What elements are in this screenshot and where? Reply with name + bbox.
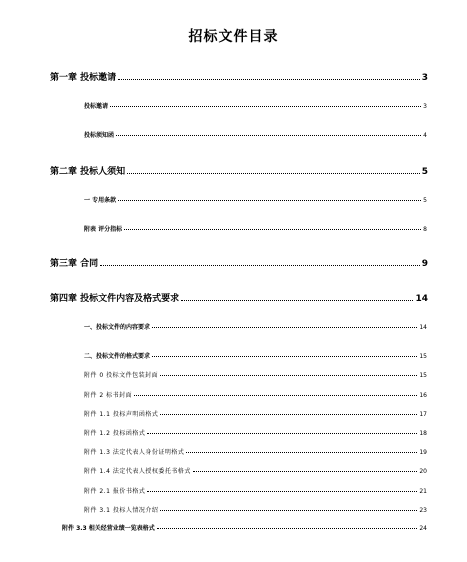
toc-entry[interactable] [84, 486, 427, 495]
toc-entry[interactable] [84, 130, 427, 139]
toc-entry-label: 二、投标文件的格式要求 [84, 353, 151, 360]
toc-entry-page: 20 [419, 468, 427, 475]
toc-entry-chapter-4[interactable] [50, 291, 428, 304]
toc-entry-page: 19 [419, 449, 427, 456]
toc-entry[interactable] [84, 224, 427, 233]
toc-entry[interactable] [84, 428, 427, 437]
dot-leader [124, 228, 421, 230]
toc-entry-page: 3 [421, 73, 428, 83]
toc-entry-page: 15 [419, 372, 427, 379]
dot-leader [152, 355, 417, 357]
toc-entry-label: 附表 评分指标 [84, 226, 123, 233]
toc-entry-page: 16 [419, 392, 427, 399]
dot-leader [160, 374, 417, 376]
toc-entry-label: 投标邀请 [84, 103, 109, 110]
toc-entry-label: 附件 3.1 投标人情况介绍 [84, 507, 159, 514]
toc-entry-label: 附件 1.2 投标函格式 [84, 430, 146, 437]
toc-entry-label: 一 专用条款 [84, 197, 117, 204]
dot-leader [181, 299, 413, 301]
toc-entry-page: 5 [423, 197, 427, 204]
toc-entry-label: 附件 2.1 报价书格式 [84, 488, 146, 495]
toc-entry-label: 附件 1.1 投标声明函格式 [84, 411, 159, 418]
toc-entry[interactable] [84, 390, 427, 399]
toc-entry-label: 第四章 投标文件内容及格式要求 [50, 294, 180, 304]
dot-leader [127, 172, 420, 174]
toc-entry-page: 21 [419, 488, 427, 495]
toc-entry[interactable] [84, 409, 427, 418]
toc-entry-page: 24 [419, 525, 427, 532]
toc-entry-page: 14 [419, 324, 427, 331]
toc-entry[interactable] [84, 466, 427, 475]
toc-entry-page: 9 [421, 259, 428, 269]
toc-entry-page: 4 [423, 132, 427, 139]
toc-entry-page: 18 [419, 430, 427, 437]
toc-entry[interactable] [84, 101, 427, 110]
dot-leader [118, 199, 421, 201]
toc-entry-chapter-1[interactable] [50, 70, 428, 83]
toc-entry[interactable] [84, 505, 427, 514]
dot-leader [147, 432, 417, 434]
toc-entry-label: 附件 2 标书封面 [84, 392, 133, 399]
toc-entry-label: 投标须知函 [84, 132, 115, 139]
dot-leader [157, 527, 418, 529]
toc-entry[interactable] [84, 195, 427, 204]
dot-leader [193, 470, 418, 472]
toc-entry-page: 5 [421, 167, 428, 177]
toc-entry-chapter-2[interactable] [50, 164, 428, 177]
toc-entry-label: 附件 0 投标文件包装封面 [84, 372, 159, 379]
toc-entry-label: 附件 3.3 相关经营业绩一览表格式 [62, 525, 155, 532]
dot-leader [100, 264, 420, 266]
toc-entry[interactable] [84, 322, 427, 331]
dot-leader [134, 394, 417, 396]
dot-leader [116, 134, 421, 136]
dot-leader [118, 78, 420, 80]
dot-leader [110, 105, 421, 107]
toc-entry-label: 第二章 投标人须知 [50, 167, 126, 177]
dot-leader [147, 490, 417, 492]
toc-entry-page: 23 [419, 507, 427, 514]
toc-entry[interactable] [62, 523, 427, 532]
toc-entry-page: 3 [423, 103, 427, 110]
toc-entry-label: 附件 1.3 法定代表人身份证明格式 [84, 449, 185, 456]
toc-entry-page: 17 [419, 411, 427, 418]
toc-entry[interactable] [84, 447, 427, 456]
toc-entry-label: 第一章 投标邀请 [50, 73, 117, 83]
dot-leader [152, 326, 417, 328]
dot-leader [160, 413, 417, 415]
toc-entry[interactable] [84, 370, 427, 379]
toc-entry-chapter-3[interactable] [50, 256, 428, 269]
toc-entry-page: 14 [415, 294, 428, 304]
document-title: 招标文件目录 [188, 29, 279, 45]
toc-entry-label: 第三章 合同 [50, 259, 99, 269]
toc-entry-page: 8 [423, 226, 427, 233]
dot-leader [186, 451, 417, 453]
toc-entry-page: 15 [419, 353, 427, 360]
toc-entry[interactable] [84, 351, 427, 360]
toc-entry-label: 附件 1.4 法定代表人授权委托书格式 [84, 468, 191, 475]
dot-leader [160, 509, 417, 511]
toc-entry-label: 一、投标文件的内容要求 [84, 324, 151, 331]
